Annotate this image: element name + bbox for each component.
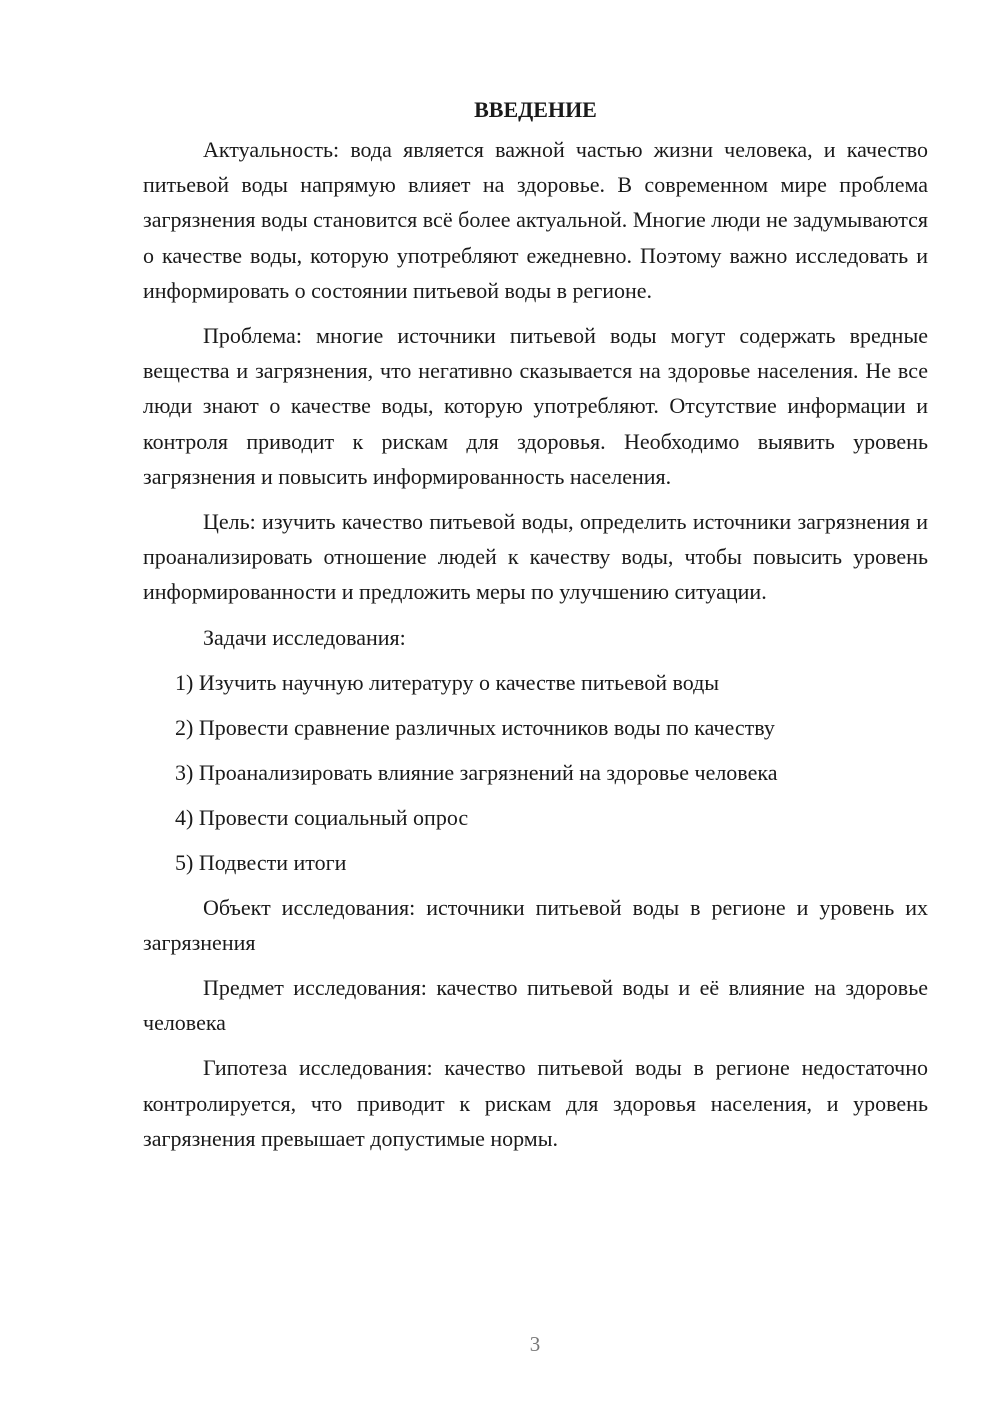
list-item: 4) Провести социальный опрос [175, 804, 469, 830]
tasks-heading: Задачи исследования: [203, 624, 406, 650]
list-item: 3) Проанализировать влияние загрязнений на здоровье человека [175, 759, 778, 785]
page-number: 3 [529, 1332, 541, 1356]
page-title: ВВЕДЕНИЕ [474, 97, 597, 122]
paragraph-hypothesis: Гипотеза исследования: качество питьевой воды в регионе недостаточно контролируется, что приводит к рискам для здоровья населения, и уровень загрязнения превышает допустимые нормы. [143, 1055, 928, 1151]
tasks-list [143, 665, 928, 880]
list-item: 5) Подвести итоги [175, 849, 347, 875]
paragraph-subject: Предмет исследования: качество питьевой воды и её влияние на здоровье человека [143, 975, 928, 1036]
paragraph-goal: Цель: изучить качество питьевой воды, определить источники загрязнения и проанализировать отношение людей к качеству воды, чтобы повысить уровень информированности и предложить меры по улучшению ситуации. [143, 509, 928, 605]
list-item: 2) Провести сравнение различных источников воды по качеству [175, 714, 775, 740]
list-item: 1) Изучить научную литературу о качестве питьевой воды [175, 669, 720, 695]
paragraph-object: Объект исследования: источники питьевой воды в регионе и уровень их загрязнения [143, 894, 928, 955]
paragraph-relevance: Актуальность: вода является важной частью жизни человека, и качество питьевой воды напрямую влияет на здоровье. В современном мире проблема загрязнения воды становится всё более актуальной. Многие люди не задумываются о качестве воды, которую употребляют ежедневно. Поэтому важно исследовать и информировать о состоянии питьевой воды в регионе. [143, 137, 928, 303]
paragraph-problem: Проблема: многие источники питьевой воды могут содержать вредные вещества и загрязнения, что негативно сказывается на здоровье населения. Не все люди знают о качестве воды, которую употребляют. Отсутствие информации и контроля приводит к рискам для здоровья. Необходимо выявить уровень загрязнения и повысить информированность населения. [143, 323, 928, 489]
document-page [143, 92, 928, 1166]
